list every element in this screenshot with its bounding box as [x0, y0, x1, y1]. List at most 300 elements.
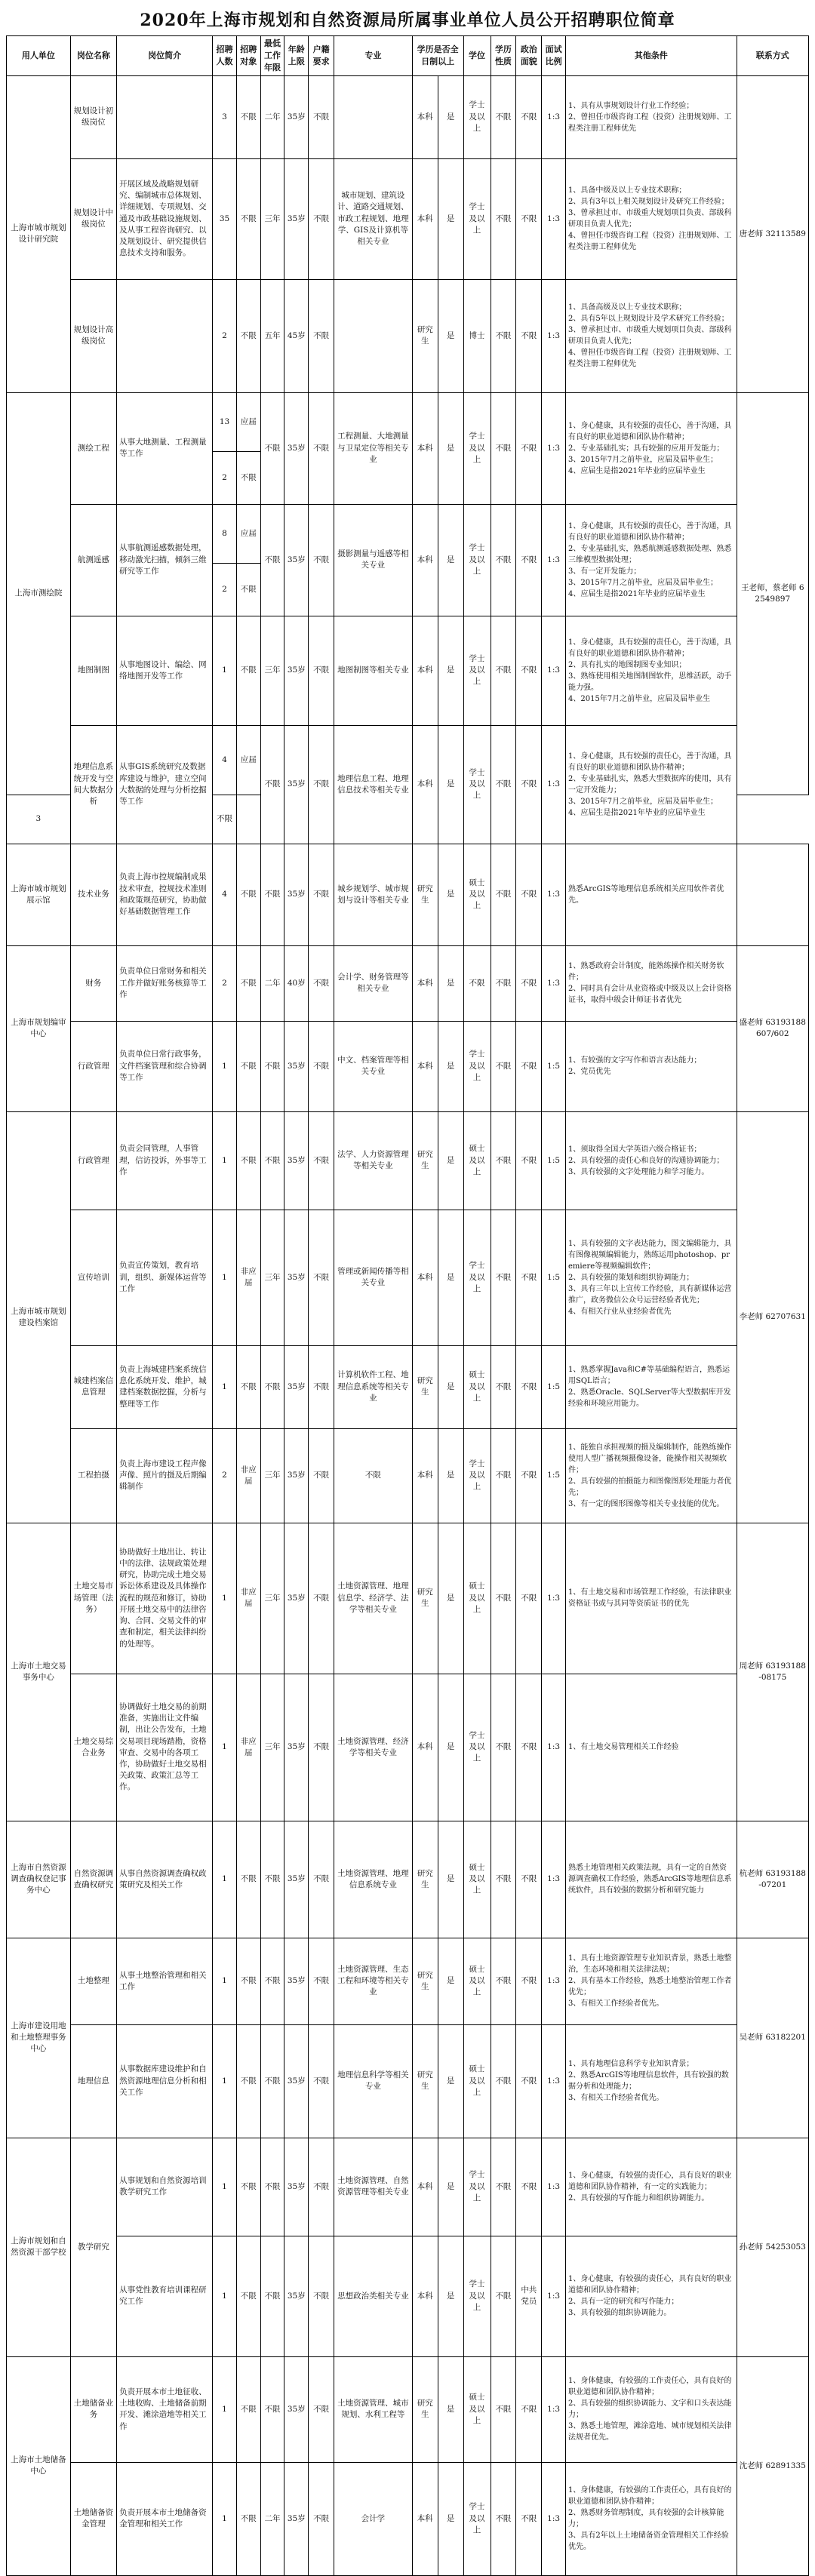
other-conditions: [566, 1523, 737, 1674]
job-title: 测绘工程: [70, 392, 116, 504]
target-group: 不限: [236, 1938, 260, 2024]
condition-line: 2、具有3年以上相关规划设计及研究工作经验；: [568, 198, 729, 207]
job-description: 从事GIS系统研究及数据库建设与维护，建立空间大数据的处理与分析挖掘等工作: [117, 725, 213, 844]
degree: 学士及以上: [463, 2462, 491, 2575]
other-conditions: [566, 392, 737, 504]
hukou-requirement: 不限: [309, 945, 334, 1021]
headcount: 3: [7, 795, 71, 844]
fulltime-flag: 是: [438, 1345, 463, 1428]
major: 城市规划、建筑设计、道路交通规划、市政工程规划、地理学、GIS及计算机等相关专业: [334, 158, 413, 279]
interview-ratio: 1:3: [542, 504, 566, 616]
degree: 学士及以上: [463, 616, 491, 725]
major: 地理信息工程、地理信息技术等相关专业: [334, 725, 413, 844]
contact: 盛老师 63193188 607/602: [737, 945, 808, 1111]
unit-cell: 上海市城市规划设计研究院: [7, 75, 71, 392]
job-title: 规划设计初级岗位: [70, 75, 116, 158]
headcount: 1: [213, 2236, 237, 2356]
condition-line: 熟悉土地管理相关政策法规，具有一定的自然资源调查确权工作经验，熟悉ArcGIS等地理信息系统软件，具有较强的数据分析和研究能力: [568, 1864, 732, 1895]
degree: 不限: [463, 945, 491, 1021]
political-status: 不限: [516, 158, 542, 279]
interview-ratio: 1:5: [542, 1111, 566, 1210]
other-conditions: [566, 616, 737, 725]
target-group: 不限: [236, 1821, 260, 1938]
column-header: 联系方式: [737, 36, 808, 76]
political-status: 不限: [516, 1345, 542, 1428]
condition-line: 1、身心健康，有较强的责任心，具有良好的职业道德和团队协作精神，有一定的实践能力；: [568, 2171, 732, 2191]
min-years: 二年: [260, 75, 284, 158]
political-status: 不限: [516, 945, 542, 1021]
job-title: 规划设计中级岗位: [70, 158, 116, 279]
target-group: 不限: [236, 844, 260, 945]
condition-line: 3、曾承担过市、市级重大规划项目负责、部级科研项目负责人优先；: [568, 326, 732, 346]
headcount: 1: [213, 2138, 237, 2236]
other-conditions: [566, 725, 737, 844]
education: 研究生: [412, 1345, 438, 1428]
fulltime-flag: 是: [438, 1821, 463, 1938]
other-conditions: [566, 2138, 737, 2236]
age-limit: 35岁: [284, 1428, 309, 1523]
age-limit: 35岁: [284, 2138, 309, 2236]
job-description: 负责单位日常财务和相关工作并做好账务核算等工作: [117, 945, 213, 1021]
headcount: 1: [213, 1821, 237, 1938]
target-group: 非应届: [236, 1674, 260, 1821]
condition-line: 2、具有较强的写作能力和组织协调能力。: [568, 2193, 709, 2203]
interview-ratio: 1:3: [542, 392, 566, 504]
headcount: 2: [213, 451, 237, 504]
other-conditions: [566, 2462, 737, 2575]
job-description: 负责宣传策划，教育培训，组织、新媒体运营等工作: [117, 1210, 213, 1345]
table-row: [7, 1021, 809, 1111]
interview-ratio: 1:5: [542, 1345, 566, 1428]
condition-line: 1、身体健康，有较强的工作责任心，具有良好的职业道德和团队协作精神；: [568, 2486, 732, 2507]
condition-line: 4、曾担任市级咨询工程（投资）注册规划师、工程类注册工程师优先: [568, 232, 732, 252]
major: 工程测量、大地测量与卫星定位等相关专业: [334, 392, 413, 504]
target-group: 不限: [236, 2236, 260, 2356]
fulltime-flag: 是: [438, 725, 463, 844]
fulltime-flag: 是: [438, 279, 463, 392]
table-row: [7, 2462, 809, 2575]
condition-line: 1、身心健康，有较强的责任心，具有良好的职业道德和团队协作精神；: [568, 2275, 732, 2295]
other-conditions: [566, 1111, 737, 1210]
education: 本科: [412, 1021, 438, 1111]
other-conditions: [566, 1210, 737, 1345]
condition-line: 2、同时具有会计从业资格或中级及以上会计资格证书，取得中级会计师证书者优先: [568, 985, 732, 1005]
hukou-requirement: 不限: [309, 504, 334, 616]
age-limit: 35岁: [284, 75, 309, 158]
contact: 周老师 63193188-08175: [737, 1523, 808, 1821]
major: 城乡规划学、城市规划与设计等相关专业: [334, 844, 413, 945]
min-years: 三年: [260, 616, 284, 725]
other-conditions: [566, 1821, 737, 1938]
job-description: 开展区域及战略规划研究、编制城市总体规划、详细规划、专项规划、交通及市政基础设施规划、及从事工程咨询研究、以及规划设计、研究提供信息技术支持和服务。: [117, 158, 213, 279]
fulltime-flag: 是: [438, 1938, 463, 2024]
job-title: 行政管理: [70, 1021, 116, 1111]
contact: 王老师，蔡老师 62549897: [737, 392, 808, 795]
education: 本科: [412, 1674, 438, 1821]
hukou-requirement: 不限: [309, 1938, 334, 2024]
interview-ratio: 1:5: [542, 1428, 566, 1523]
contact: 唐老师 32113589: [737, 75, 808, 392]
column-header: 学位: [463, 36, 491, 76]
condition-line: 3、2015年7月之前毕业，应届及届毕业生；: [568, 797, 718, 806]
condition-line: 3、熟练使用相关地图制图软件，思维活跃，动手能力强。: [568, 672, 732, 692]
condition-line: 2、熟悉Oracle、SQLServer等大型数据库开发经验和环境应用能力。: [568, 1388, 731, 1409]
job-title: 地理信息: [70, 2024, 116, 2138]
min-years: 不限: [260, 1821, 284, 1938]
age-limit: 35岁: [284, 392, 309, 504]
condition-line: 1、身心健康，具有较强的责任心，善于沟通，具有良好的职业道德和团队协作精神；: [568, 638, 732, 658]
target-group: 非应届: [236, 1210, 260, 1345]
fulltime-flag: 是: [438, 2138, 463, 2236]
education-nature: 不限: [491, 1345, 516, 1428]
headcount: 1: [213, 1210, 237, 1345]
condition-line: 3、有相关工作经验者优先。: [568, 2000, 664, 2009]
political-status: 不限: [516, 2356, 542, 2462]
education: 本科: [412, 616, 438, 725]
table-row: [7, 1345, 809, 1428]
education: 研究生: [412, 1821, 438, 1938]
job-description: [117, 75, 213, 158]
condition-line: 4、曾担任市级咨询工程（投资）注册规划师、工程类注册工程师优先: [568, 349, 732, 369]
min-years: 不限: [260, 1111, 284, 1210]
hukou-requirement: 不限: [309, 2356, 334, 2462]
age-limit: 35岁: [284, 1210, 309, 1345]
political-status: 不限: [516, 1523, 542, 1674]
education: 研究生: [412, 1938, 438, 2024]
age-limit: 35岁: [284, 1021, 309, 1111]
education: 本科: [412, 1428, 438, 1523]
condition-line: 2、具有基本工作经验，熟悉土地整治管理工作者优先；: [568, 1977, 732, 1997]
condition-line: 1、有土地交易和市场管理工作经验，有法律职业资格证书或与其同等资质证书的优先: [568, 1588, 732, 1609]
political-status: 不限: [516, 1821, 542, 1938]
degree: 学士及以上: [463, 2138, 491, 2236]
degree: 学士及以上: [463, 1428, 491, 1523]
interview-ratio: 1:5: [542, 1021, 566, 1111]
headcount: 2: [213, 563, 237, 616]
column-header: 最低工作年限: [260, 36, 284, 76]
condition-line: 3、熟悉土地管理，滩涂造地、城市规划相关法律法规者优先。: [568, 2422, 732, 2442]
fulltime-flag: 是: [438, 945, 463, 1021]
job-title: 土地交易市场管理（法务）: [70, 1523, 116, 1674]
document-page: [6, 8, 809, 2576]
table-row: [7, 1674, 809, 1821]
condition-line: 1、具有土地资源管理专业知识背景，熟悉土地整治，生态环境和相关法律法规；: [568, 1954, 732, 1975]
condition-line: 2、具有较强的拍摄能力和图像图形处理能力者优先；: [568, 1477, 732, 1497]
job-title: 航测遥感: [70, 504, 116, 616]
age-limit: 40岁: [284, 945, 309, 1021]
fulltime-flag: 是: [438, 2236, 463, 2356]
fulltime-flag: 是: [438, 1111, 463, 1210]
major: 土地资源管理、地理信息系统专业: [334, 1821, 413, 1938]
interview-ratio: 1:3: [542, 1674, 566, 1821]
table-row: [7, 1938, 809, 2024]
min-years: 不限: [260, 2236, 284, 2356]
headcount: 1: [213, 2462, 237, 2575]
age-limit: 45岁: [284, 279, 309, 392]
column-header: 其他条件: [566, 36, 737, 76]
degree: 硕士及以上: [463, 1523, 491, 1674]
political-status: 不限: [516, 725, 542, 844]
target-group: 非应届: [236, 1523, 260, 1674]
condition-line: 3、有相关工作经验者优先。: [568, 2094, 664, 2103]
education: 本科: [412, 1210, 438, 1345]
contact: [737, 844, 808, 945]
condition-line: 3、具有较强的组织协调能力。: [568, 2309, 672, 2318]
condition-line: 3、具有三年以上宣传工作经验，具有新媒体运营推广，政务微信公众号运营经验者优先；: [568, 1284, 732, 1305]
contact: 吴老师 63182201: [737, 1938, 808, 2138]
hukou-requirement: 不限: [309, 725, 334, 844]
job-description: 负责单位日常行政事务，文件档案管理和综合协调等工作: [117, 1021, 213, 1111]
interview-ratio: 1:3: [542, 1821, 566, 1938]
target-group: 不限: [236, 2138, 260, 2236]
interview-ratio: 1:3: [542, 2462, 566, 2575]
hukou-requirement: 不限: [309, 1111, 334, 1210]
interview-ratio: 1:5: [542, 1210, 566, 1345]
target-group: 不限: [236, 563, 260, 616]
headcount: 2: [213, 279, 237, 392]
column-header: 专业: [334, 36, 413, 76]
min-years: 三年: [260, 1523, 284, 1674]
hukou-requirement: 不限: [309, 75, 334, 158]
unit-cell: 上海市规划编审中心: [7, 945, 71, 1111]
unit-cell: 上海市自然资源调查确权登记事务中心: [7, 1821, 71, 1938]
table-row: [7, 279, 809, 392]
other-conditions: [566, 1938, 737, 2024]
education-nature: 不限: [491, 1938, 516, 2024]
major: 会计学、财务管理等相关专业: [334, 945, 413, 1021]
job-title: 土地储备业务: [70, 2356, 116, 2462]
table-row: [7, 2236, 809, 2356]
headcount: 2: [213, 945, 237, 1021]
fulltime-flag: 是: [438, 844, 463, 945]
table-row: [7, 1523, 809, 1674]
interview-ratio: 1:3: [542, 2024, 566, 2138]
other-conditions: [566, 844, 737, 945]
fulltime-flag: 是: [438, 1210, 463, 1345]
condition-line: 1、熟悉掌握Java和C#等基础编程语言，熟悉运用SQL语言；: [568, 1366, 730, 1386]
condition-line: 4、应届生是指2021年毕业的应届毕业生: [568, 589, 706, 598]
condition-line: 1、能独自承担视频的摄及编辑制作，能熟练操作使用人型广播视频摄像设备，能操作相关视频软件；: [568, 1443, 732, 1474]
job-description: 负责上海市控规编制成果技术审查，控规技术准则和政策规范研究，协助做好基础数据管理工作: [117, 844, 213, 945]
job-title: 土地储备资金管理: [70, 2462, 116, 2575]
hukou-requirement: 不限: [309, 2024, 334, 2138]
political-status: 不限: [516, 1021, 542, 1111]
age-limit: 35岁: [284, 844, 309, 945]
hukou-requirement: 不限: [309, 279, 334, 392]
condition-line: 1、具备高级及以上专业技术职称；: [568, 303, 687, 312]
other-conditions: [566, 75, 737, 158]
interview-ratio: 1:3: [542, 945, 566, 1021]
interview-ratio: 1:3: [542, 616, 566, 725]
political-status: 中共党员: [516, 2236, 542, 2356]
degree: 硕士及以上: [463, 844, 491, 945]
political-status: 不限: [516, 2024, 542, 2138]
education-nature: 不限: [491, 504, 516, 616]
condition-line: 2、党员优先: [568, 1068, 611, 1077]
job-description: 协调做好土地交易的前期准备，实施出让文件编制，出让公告发布，土地交易项目现场踏勘，资格审查、交易中的各项工作，协助做好土地交易相关政策、政策汇总等工作。: [117, 1674, 213, 1821]
target-group: 不限: [236, 1021, 260, 1111]
condition-line: 2、具有较强的责任心和良好的沟通协调能力；: [568, 1156, 724, 1165]
fulltime-flag: 是: [438, 616, 463, 725]
job-description: 从事地图设计、编绘、网络地图开发等工作: [117, 616, 213, 725]
job-description: [117, 279, 213, 392]
target-group: 不限: [236, 451, 260, 504]
column-header: 政治面貌: [516, 36, 542, 76]
other-conditions: [566, 2024, 737, 2138]
interview-ratio: 1:3: [542, 2236, 566, 2356]
fulltime-flag: 是: [438, 2024, 463, 2138]
major: 土地资源管理、自然资源管理等相关专业: [334, 2138, 413, 2236]
education: 研究生: [412, 2024, 438, 2138]
interview-ratio: 1:3: [542, 2138, 566, 2236]
political-status: 不限: [516, 504, 542, 616]
political-status: 不限: [516, 616, 542, 725]
job-title: 自然资源调查确权研究: [70, 1821, 116, 1938]
political-status: 不限: [516, 2462, 542, 2575]
table-row: [7, 504, 809, 563]
condition-line: 4、应届生是指2021年毕业的应届毕业生: [568, 808, 706, 817]
hukou-requirement: 不限: [309, 1021, 334, 1111]
table-row: [7, 1210, 809, 1345]
unit-cell: 上海市城市规划展示馆: [7, 844, 71, 945]
condition-line: 2、具有一定的研究和写作能力；: [568, 2298, 679, 2307]
major: 会计学: [334, 2462, 413, 2575]
education-nature: 不限: [491, 616, 516, 725]
other-conditions: [566, 279, 737, 392]
major: 计算机软件工程、地理信息系统等相关专业: [334, 1345, 413, 1428]
fulltime-flag: 是: [438, 504, 463, 616]
target-group: 应届: [236, 504, 260, 563]
column-header: 岗位简介: [117, 36, 213, 76]
hukou-requirement: 不限: [309, 1523, 334, 1674]
target-group: 不限: [236, 616, 260, 725]
education-nature: 不限: [491, 1210, 516, 1345]
job-description: 协助做好土地出让、转让中的法律、法规政策处理研究，协助完成土地交易诉讼体系建设及具体操作流程的规范和修订，协助开展土地交易中的法律咨询、合同、交易文件的审查和制定，相关法律纠纷的处理等。: [117, 1523, 213, 1674]
condition-line: 1、有土地交易管理相关工作经验: [568, 1743, 679, 1752]
age-limit: 35岁: [284, 725, 309, 844]
condition-line: 2、专业基础扎实，熟悉大型数据库的使用，具有一定开发能力；: [568, 774, 732, 795]
age-limit: 35岁: [284, 1345, 309, 1428]
degree: 学士及以上: [463, 392, 491, 504]
interview-ratio: 1:3: [542, 844, 566, 945]
interview-ratio: 1:3: [542, 1523, 566, 1674]
job-title: 地图制图: [70, 616, 116, 725]
target-group: 不限: [236, 2356, 260, 2462]
degree: 学士及以上: [463, 1210, 491, 1345]
condition-line: 3、具有较强的文字处理能力和学习能力。: [568, 1167, 709, 1176]
age-limit: 35岁: [284, 1674, 309, 1821]
education-nature: 不限: [491, 1111, 516, 1210]
political-status: 不限: [516, 2138, 542, 2236]
headcount: 1: [213, 2024, 237, 2138]
condition-line: 2、具有5年以上规划设计及学术研究工作经验；: [568, 315, 729, 324]
target-group: 不限: [236, 2024, 260, 2138]
political-status: 不限: [516, 75, 542, 158]
column-header: 学历性质: [491, 36, 516, 76]
min-years: 不限: [260, 392, 284, 504]
fulltime-flag: 是: [438, 1021, 463, 1111]
education: 本科: [412, 2138, 438, 2236]
major: 地理信息科学等相关专业: [334, 2024, 413, 2138]
headcount: 1: [213, 1021, 237, 1111]
degree: 学士及以上: [463, 75, 491, 158]
condition-line: 3、2015年7月之前毕业，应届及届毕业生；: [568, 455, 718, 464]
headcount: 8: [213, 504, 237, 563]
job-title: 城建档案信息管理: [70, 1345, 116, 1428]
table-row: [7, 75, 809, 158]
min-years: 不限: [260, 2024, 284, 2138]
job-description: 从事航测遥感数据处理，移动激光扫描，倾斜三维研究等工作: [117, 504, 213, 616]
condition-line: 1、具有地理信息科学专业知识背景；: [568, 2060, 694, 2069]
target-group: 不限: [236, 2462, 260, 2575]
job-description: 负责上海城建档案系统信息化系统开发、维护，城建档案数据挖掘，分析与整理等工作: [117, 1345, 213, 1428]
interview-ratio: 1:3: [542, 279, 566, 392]
job-title: 技术业务: [70, 844, 116, 945]
job-description: 从事大地测量、工程测量等工作: [117, 392, 213, 504]
condition-line: 4、有相关行业从业经验者优先: [568, 1307, 672, 1316]
degree: 学士及以上: [463, 725, 491, 844]
headcount: 35: [213, 158, 237, 279]
interview-ratio: 1:3: [542, 75, 566, 158]
education: 本科: [412, 392, 438, 504]
fulltime-flag: 是: [438, 158, 463, 279]
major: 土地资源管理、经济学等相关专业: [334, 1674, 413, 1821]
fulltime-flag: 是: [438, 2356, 463, 2462]
job-title: 工程拍摄: [70, 1428, 116, 1523]
job-description: 负责开展本市土地征收、土地收购、土地储备前期开发、滩涂造地等相关工作: [117, 2356, 213, 2462]
table-row: [7, 2024, 809, 2138]
other-conditions: [566, 1021, 737, 1111]
education-nature: 不限: [491, 2138, 516, 2236]
target-group: 不限: [236, 279, 260, 392]
other-conditions: [566, 1428, 737, 1523]
major: 土地资源管理、生态工程和环境等相关专业: [334, 1938, 413, 2024]
hukou-requirement: 不限: [309, 2236, 334, 2356]
fulltime-flag: 是: [438, 2462, 463, 2575]
education-nature: 不限: [491, 1523, 516, 1674]
condition-line: 1、有较强的文字写作和语言表达能力；: [568, 1056, 702, 1065]
interview-ratio: 1:3: [542, 2356, 566, 2462]
table-row: [7, 616, 809, 725]
age-limit: 35岁: [284, 1821, 309, 1938]
condition-line: 2、专业基础扎实；具有较强的应用开发能力；: [568, 444, 724, 453]
education: 本科: [412, 2462, 438, 2575]
condition-line: 3、曾承担过市、市级重大规划项目负责、部级科研项目负责人优先；: [568, 209, 732, 229]
min-years: 三年: [260, 1210, 284, 1345]
condition-line: 2、曾担任市级咨询工程（投资）注册规划师、工程类注册工程师优先: [568, 112, 732, 133]
target-group: 不限: [213, 795, 237, 844]
target-group: 应届: [236, 392, 260, 451]
education-nature: 不限: [491, 2024, 516, 2138]
fulltime-flag: 是: [438, 75, 463, 158]
interview-ratio: 1:3: [542, 725, 566, 844]
degree: 学士及以上: [463, 504, 491, 616]
unit-cell: 上海市城市规划建设档案馆: [7, 1111, 71, 1523]
recruitment-table: [6, 35, 809, 2576]
unit-cell: 上海市土地储备中心: [7, 2356, 71, 2575]
political-status: 不限: [516, 1210, 542, 1345]
hukou-requirement: 不限: [309, 616, 334, 725]
condition-line: 1、身心健康，具有较强的责任心，善于沟通，具有良好的职业道德和团队协作精神；: [568, 421, 732, 441]
job-description: 从事土地整治管理和相关工作: [117, 1938, 213, 2024]
age-limit: 35岁: [284, 2462, 309, 2575]
major: 土地资源管理、地理信息学、经济学、法学等相关专业: [334, 1523, 413, 1674]
unit-cell: 上海市土地交易事务中心: [7, 1523, 71, 1821]
fulltime-flag: 是: [438, 392, 463, 504]
table-row: [7, 2356, 809, 2462]
job-title: 土地整理: [70, 1938, 116, 2024]
table-row: [7, 844, 809, 945]
